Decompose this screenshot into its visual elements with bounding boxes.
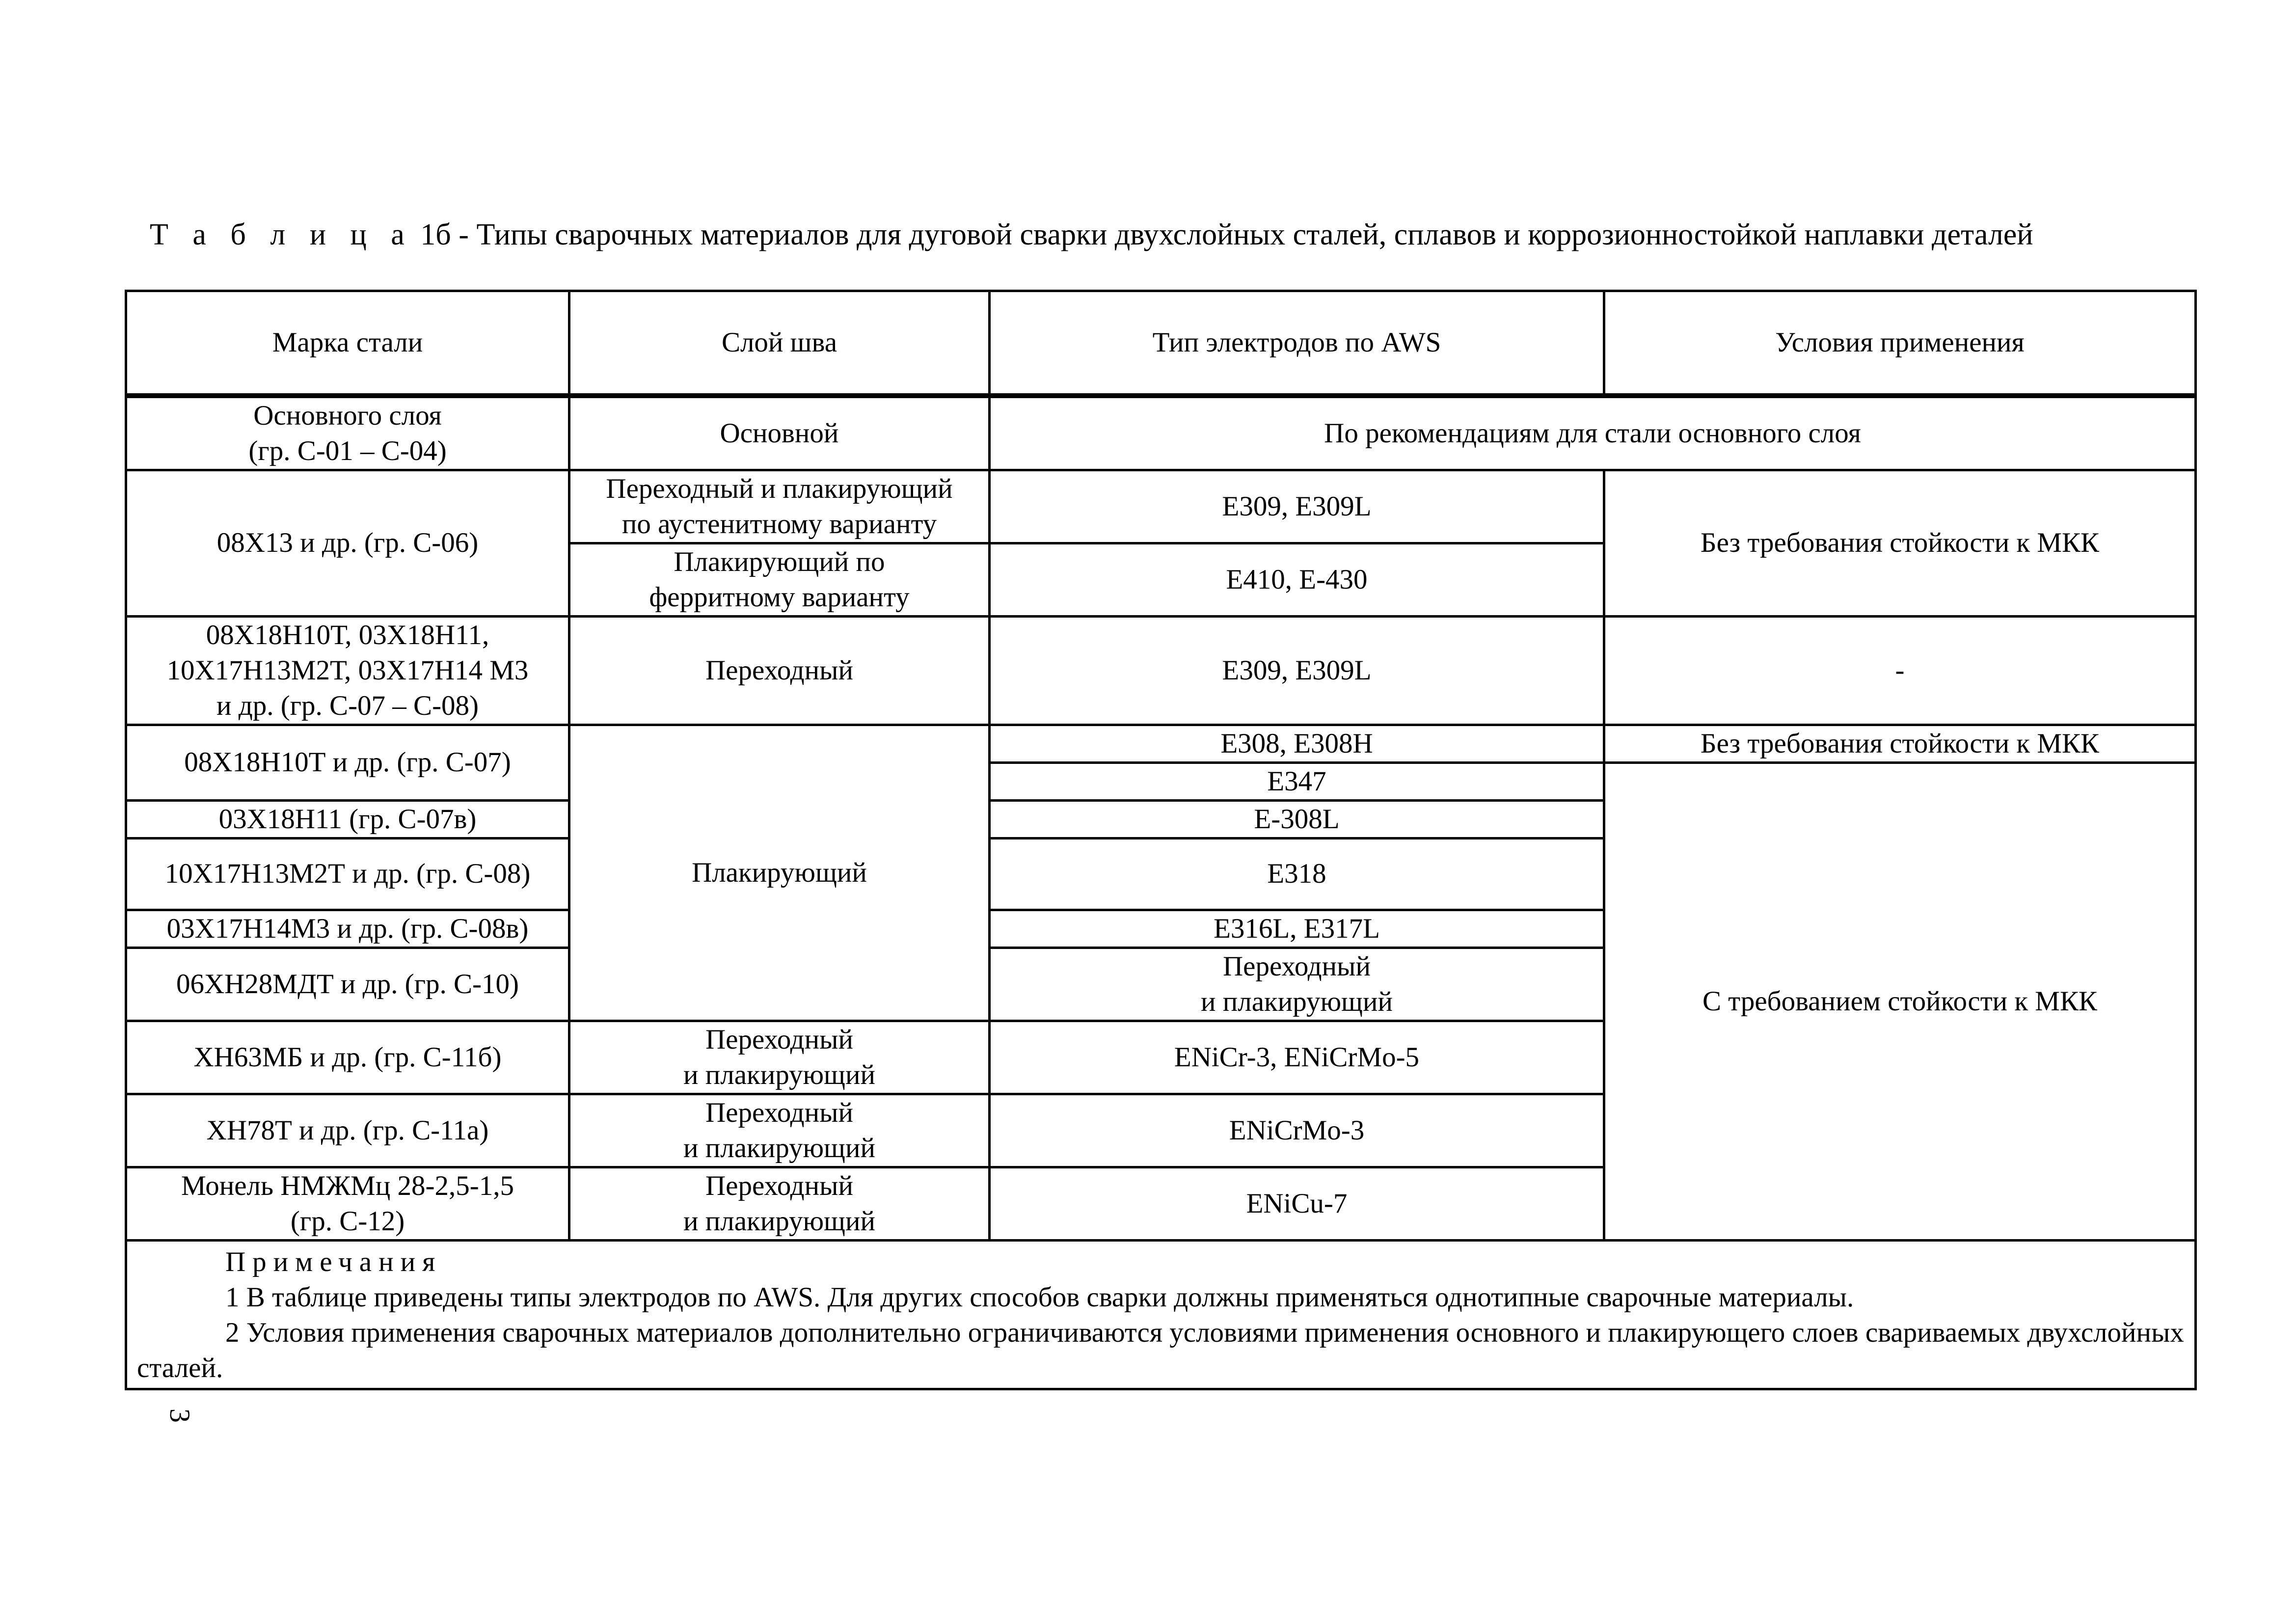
cell-text: 08Х18Н10Т, 03Х18Н11, 10Х17Н13М2Т, 03Х17Н14 М3 и др. (гр. С-07 – С-08) <box>166 619 529 721</box>
cell-steel: ХН63МБ и др. (гр. С-11б) <box>126 1021 569 1094</box>
table-row <box>126 616 2196 725</box>
cell-steel: 10Х17Н13М2Т и др. (гр. С-08) <box>126 838 569 910</box>
cell-text: Переходный и плакирующий <box>1201 950 1393 1017</box>
cell-electrode: E309, E309L <box>990 470 1604 543</box>
table-row <box>126 470 2196 543</box>
cell-conditions: - <box>1604 616 2196 725</box>
cell-steel <box>126 1167 569 1240</box>
cell-layer <box>990 947 1604 1021</box>
cell-layer <box>569 470 990 543</box>
cell-electrode: ENiCrMo-3 <box>990 1094 1604 1167</box>
cell-layer: Основной <box>569 396 990 470</box>
cell-layer <box>569 543 990 616</box>
cell-text: Монель НМЖМц 28-2,5-1,5 (гр. С-12) <box>181 1170 514 1237</box>
cell-electrode: E347 <box>990 762 1604 800</box>
caption-text: 1б - Типы сварочных материалов для дуговой сварки двухслойных сталей, сплавов и коррозионностойкой наплавки деталей <box>412 218 2033 251</box>
cell-text: Переходный и плакирующий <box>683 1097 875 1164</box>
cell-electrode: E309, E309L <box>990 616 1604 725</box>
table-row <box>126 725 2196 762</box>
header-electrode-type: Тип электродов по AWS <box>990 291 1604 396</box>
cell-steel: 06ХН28МДТ и др. (гр. С-10) <box>126 947 569 1021</box>
header-weld-layer: Слой шва <box>569 291 990 396</box>
cell-text: Плакирующий по ферритному варианту <box>649 546 910 613</box>
cell-layer: Плакирующий <box>569 725 990 1021</box>
caption-label: Т а б л и ц а <box>150 218 413 251</box>
cell-conditions: Без требования стойкости к МКК <box>1604 725 2196 762</box>
cell-steel: 03Х18Н11 (гр. С-07в) <box>126 800 569 838</box>
cell-steel <box>126 396 569 470</box>
cell-layer <box>569 1021 990 1094</box>
page-number: 3 <box>164 1408 196 1423</box>
cell-text: Переходный и плакирующий по аустенитному варианту <box>606 473 953 540</box>
cell-layer <box>569 1094 990 1167</box>
cell-text: Переходный и плакирующий <box>683 1024 875 1090</box>
cell-steel: 08Х13 и др. (гр. С-06) <box>126 470 569 616</box>
cell-electrode: E316L, E317L <box>990 910 1604 947</box>
cell-electrode-conditions: По рекомендациям для стали основного слоя <box>990 396 2196 470</box>
cell-steel <box>126 616 569 725</box>
cell-electrode: E308, E308H <box>990 725 1604 762</box>
cell-steel: 03Х17Н14М3 и др. (гр. С-08в) <box>126 910 569 947</box>
cell-electrode: ENiCr-3, ENiCrMo-5 <box>990 1021 1604 1094</box>
note-1: 1 В таблице приведены типы электродов по AWS. Для других способов сварки должны применяться однотипные сварочные материалы. <box>225 1281 1854 1313</box>
cell-layer <box>569 1167 990 1240</box>
table-row <box>126 396 2196 470</box>
table-caption <box>150 215 2033 254</box>
cell-steel: ХН78Т и др. (гр. С-11а) <box>126 1094 569 1167</box>
cell-conditions: С требованием стойкости к МКК <box>1604 762 2196 1240</box>
notes-title: Примечания <box>225 1246 442 1277</box>
note-2: 2 Условия применения сварочных материалов дополнительно ограничиваются условиями применения основного и плакирующего слоев свариваемых двухслойных сталей. <box>137 1317 2184 1383</box>
cell-electrode: E410, E-430 <box>990 543 1604 616</box>
cell-text: Переходный и плакирующий <box>683 1170 875 1237</box>
table-header-row <box>126 291 2196 396</box>
cell-steel: 08Х18Н10Т и др. (гр. С-07) <box>126 725 569 800</box>
cell-electrode: E-308L <box>990 800 1604 838</box>
notes-cell <box>126 1240 2196 1389</box>
welding-materials-table <box>125 290 2197 1390</box>
header-conditions: Условия применения <box>1604 291 2196 396</box>
table-notes-row <box>126 1240 2196 1389</box>
header-steel-grade: Марка стали <box>126 291 569 396</box>
cell-conditions: Без требования стойкости к МКК <box>1604 470 2196 616</box>
cell-text: Основного слоя (гр. С-01 – С-04) <box>248 400 447 466</box>
cell-electrode: E318 <box>990 838 1604 910</box>
cell-electrode: ENiCu-7 <box>990 1167 1604 1240</box>
cell-layer: Переходный <box>569 616 990 725</box>
